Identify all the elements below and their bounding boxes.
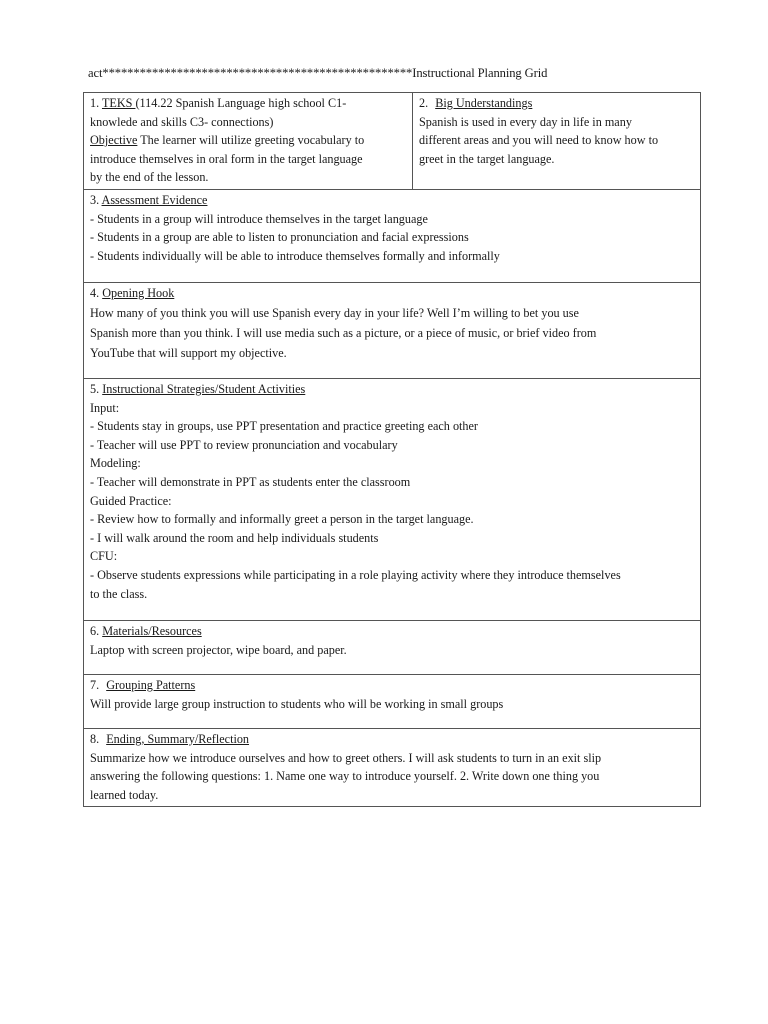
strategies-line: - Teacher will use PPT to review pronunciation and vocabulary — [90, 437, 398, 452]
row-ending — [84, 728, 701, 806]
opening-hook-line: Spanish more than you think. I will use media such as a picture, or a piece of music, or brief video from — [90, 325, 597, 340]
header-stars: ************************************************** — [102, 66, 413, 80]
big-understandings-line: Spanish is used in every day in life in many — [419, 114, 632, 129]
big-understandings-heading — [419, 94, 694, 113]
row-assessment — [84, 189, 701, 282]
materials-number: 6. — [90, 623, 100, 638]
teks-number: 1. — [90, 96, 100, 110]
row-opening-hook — [84, 282, 701, 378]
grouping-number: 7. — [90, 677, 100, 692]
ending-cell — [84, 728, 701, 806]
opening-hook-line: How many of you think you will use Spanish every day in your life? Well I’m willing to bet you use — [90, 305, 579, 320]
assessment-item: - Students in a group will introduce themselves in the target language — [90, 211, 428, 226]
grouping-cell — [84, 674, 701, 728]
grouping-text: Will provide large group instruction to students who will be working in small groups — [90, 696, 504, 711]
assessment-item: - Students in a group are able to listen to pronunciation and facial expressions — [90, 230, 469, 245]
ending-line: answering the following questions: 1. Name one way to introduce yourself. 2. Write down one thing you — [90, 769, 600, 784]
ending-label: Ending, Summary/Reflection — [106, 731, 250, 746]
strategies-line: - I will walk around the room and help individuals students — [90, 530, 379, 545]
ending-number: 8. — [90, 731, 100, 746]
objective-line-3: by the end of the lesson. — [90, 170, 209, 185]
opening-hook-label: Opening Hook — [102, 285, 175, 300]
row-grouping — [84, 674, 701, 728]
assessment-label: Assessment Evidence — [101, 192, 208, 207]
strategies-line: - Students stay in groups, use PPT presentation and practice greeting each other — [90, 419, 478, 434]
row-strategies — [84, 378, 701, 620]
big-understandings-line: greet in the target language. — [419, 151, 555, 166]
big-understandings-cell — [413, 93, 701, 190]
strategies-heading — [90, 380, 694, 399]
assessment-heading — [90, 191, 694, 210]
assessment-item: - Students individually will be able to introduce themselves formally and informally — [90, 248, 500, 263]
objective-text: The learner will utilize greeting vocabulary to — [137, 133, 365, 148]
strategies-label: Instructional Strategies/Student Activities — [102, 381, 306, 396]
materials-label: Materials/Resources — [102, 623, 202, 638]
objective-line-2: introduce themselves in oral form in the target language — [90, 151, 363, 166]
planning-grid — [83, 92, 701, 807]
materials-heading — [90, 622, 694, 641]
strategies-line: CFU: — [90, 549, 118, 564]
teks-text: (114.22 Spanish Language high school C1- — [135, 96, 347, 110]
grouping-heading — [90, 676, 694, 695]
ending-heading — [90, 730, 694, 749]
objective-label: Objective — [90, 133, 138, 148]
teks-cell — [84, 93, 413, 190]
assessment-number: 3. — [90, 192, 100, 207]
opening-hook-cell — [84, 282, 701, 378]
strategies-line: - Observe students expressions while participating in a role playing activity where they introduce themselves — [90, 567, 621, 582]
ending-line: learned today. — [90, 787, 159, 802]
materials-cell — [84, 620, 701, 674]
opening-hook-heading — [90, 284, 694, 303]
strategies-number: 5. — [90, 381, 100, 396]
row-teks-big-understandings — [84, 93, 701, 190]
strategies-line: - Review how to formally and informally greet a person in the target language. — [90, 512, 474, 527]
strategies-cell — [84, 378, 701, 620]
big-understandings-number: 2. — [419, 96, 429, 110]
strategies-line: Guided Practice: — [90, 493, 172, 508]
strategies-line: Input: — [90, 400, 120, 415]
page-header — [88, 64, 700, 83]
ending-line: Summarize how we introduce ourselves and how to greet others. I will ask students to turn in an exit slip — [90, 750, 602, 765]
opening-hook-line: YouTube that will support my objective. — [90, 345, 287, 360]
teks-line-2: knowlede and skills C3- connections) — [90, 114, 274, 129]
assessment-cell — [84, 189, 701, 282]
page-title: Instructional Planning Grid — [412, 66, 548, 80]
row-materials — [84, 620, 701, 674]
strategies-line: Modeling: — [90, 456, 141, 471]
objective-line-1 — [90, 131, 406, 150]
teks-label: TEKS — [101, 96, 136, 110]
opening-hook-number: 4. — [90, 285, 100, 300]
header-prefix: act — [88, 66, 103, 80]
grouping-label: Grouping Patterns — [106, 677, 196, 692]
strategies-line: to the class. — [90, 586, 148, 601]
big-understandings-line: different areas and you will need to know how to — [419, 133, 659, 148]
big-understandings-label: Big Understandings — [435, 96, 533, 110]
teks-line-1 — [90, 94, 406, 113]
strategies-line: - Teacher will demonstrate in PPT as students enter the classroom — [90, 474, 411, 489]
materials-text: Laptop with screen projector, wipe board, and paper. — [90, 642, 347, 657]
